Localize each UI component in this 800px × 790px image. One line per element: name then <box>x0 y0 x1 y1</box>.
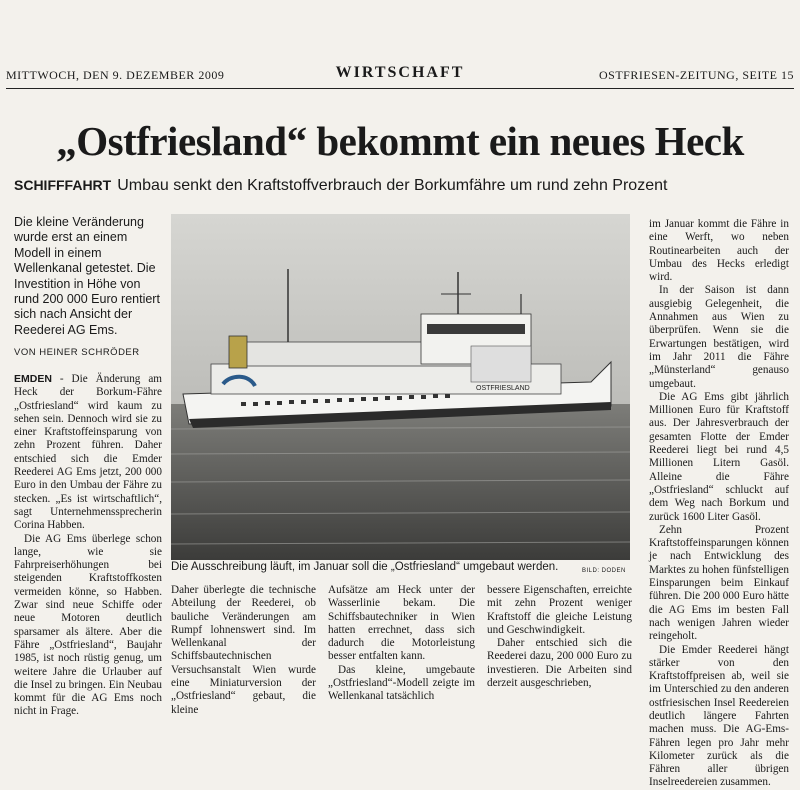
paragraph: Die Emder Reederei hängt stärker von den Kraftstoffpreisen ab, weil sie im Unterschied zu den anderen ostfriesischen Insel Reedereien deutlich längere Fahrten machen muss. Die AG-Ems-Fähren legen pro Jahr mehr Kilometer zurück als die Fähren aller übrigen Inselreedereien zusammen. <box>649 643 789 789</box>
paragraph: bessere Eigenschaften, erreichte mit zehn Prozent weniger Kraftstoff die gleiche Leistung und Geschwindigkeit. <box>487 584 632 636</box>
paragraph: im Januar kommt die Fähre in eine Werft, wo neben Routinearbeiten auch der Umbau des Hecks erledigt wird. <box>649 218 789 284</box>
ferry-photo <box>171 214 630 560</box>
ferry-illustration <box>171 214 630 560</box>
article-intro: Die kleine Veränderung wurde erst an einem Modell in einem Wellenkanal getestet. Die Investition in Höhe von rund 200 000 Euro rentiert sich nach Ansicht der Reederei AG Ems. <box>14 215 160 337</box>
paragraph: In der Saison ist dann ausgiebig Gelegenheit, die Annahmen aus Wien zu überprüfen. Wenn sie die Erwartungen bestätigen, wird im Jahr 2011 die Fähre „Münsterland“ genauso umgebaut. <box>649 284 789 390</box>
section-title: WIRTSCHAFT <box>335 64 465 81</box>
issue-date: MITTWOCH, DEN 9. DEZEMBER 2009 <box>6 68 225 82</box>
text-column-3 <box>328 584 475 704</box>
paragraph <box>14 373 162 533</box>
paragraph: Aufsätze am Heck unter der Wasserlinie bekam. Die Schiffsbautechniker in Wien hatten errechnet, dass sich dadurch die Motorleistung besser entfalten kann. <box>328 584 475 663</box>
paper-name-page: OSTFRIESEN-ZEITUNG, SEITE 15 <box>599 68 794 82</box>
ship-name-label: OSTFRIESLAND <box>476 385 530 392</box>
photo-caption: Die Ausschreibung läuft, im Januar soll die „Ostfriesland“ umgebaut werden. <box>171 561 559 573</box>
text-column-4 <box>487 584 632 690</box>
text-column-5 <box>649 218 789 790</box>
text-column-2 <box>171 584 316 717</box>
paragraph: Zehn Prozent Kraftstoffeinsparungen können je nach Entwicklung des Marktes zu hohen fünfstelligen Einsparungen beim Einkauf führen. Die 200 000 Euro hätte die AG Ems im besten Fall nach wenigen Jahren wieder reingeholt. <box>649 523 789 643</box>
paragraph: Daher entschied sich die Reederei dazu, 200 000 Euro zu investieren. Die Arbeiten sind derzeit ausgeschrieben, <box>487 637 632 690</box>
article-headline: „Ostfriesland“ bekommt ein neues Heck <box>56 118 744 164</box>
kicker: SCHIFFFAHRT <box>14 177 112 193</box>
photo-credit: BILD: DODEN <box>582 568 626 574</box>
dateline: EMDEN <box>14 373 52 385</box>
paragraph: Die AG Ems überlege schon lange, wie sie Fahrpreiserhöhungen bei steigenden Kraftstoffkosten vermeiden könne, so Habben. Zwar sind neue Schiffe oder neue Motoren deutlich sparsamer als ältere. Aber die Fähre „Ostfriesland“, Baujahr 1985, ist noch rüstig genug, um weitere Jahre die Urlauber auf die Insel zu bringen. Ein Neubau kommt für die AG Ems noch nicht in Frage. <box>14 532 162 718</box>
byline: VON HEINER SCHRÖDER <box>14 347 140 358</box>
paragraph: Die AG Ems gibt jährlich Millionen Euro für Kraftstoff aus. Der Jahresverbrauch der gesamten Flotte der Emder Reederei liegt bei rund 4,5 Millionen Litern Gasöl. Alleine die Fähre „Ostfriesland“ schluckt auf dem Weg nach Borkum und zurück 1600 Liter Gasöl. <box>649 390 789 523</box>
header-rule <box>6 88 794 89</box>
text-column-1 <box>14 373 162 719</box>
subheadline-text: Umbau senkt den Kraftstoffverbrauch der Borkumfähre um rund zehn Prozent <box>117 177 668 194</box>
paragraph-text: - Die Änderung am Heck der Borkum-Fähre „Ostfriesland“ wird kaum zu sehen sein. Dennoch wird sie zu einer Kraftstoffeinsparung von zehn Prozent führen. Daher entschied sich die Emder Reederei AG Ems jetzt, 200 000 Euro in den Umbau der Fähre zu stecken. „Es ist wirtschaftlich“, sagt Unternehmenssprecherin Corina Habben. <box>14 373 162 532</box>
article-subheadline <box>14 177 667 195</box>
paragraph: Daher überlegte die technische Abteilung der Reederei, ob bauliche Veränderungen am Rumpf lohnenswert sind. Im Wellenkanal der Schiffsbautechnischen Versuchsanstalt Wien wurde eine Miniaturversion der „Ostfriesland“ gebaut, die kleine <box>171 584 316 716</box>
page-header <box>6 64 794 86</box>
paragraph: Das kleine, umgebaute „Ostfriesland“-Modell zeigte im Wellenkanal tatsächlich <box>328 663 475 703</box>
